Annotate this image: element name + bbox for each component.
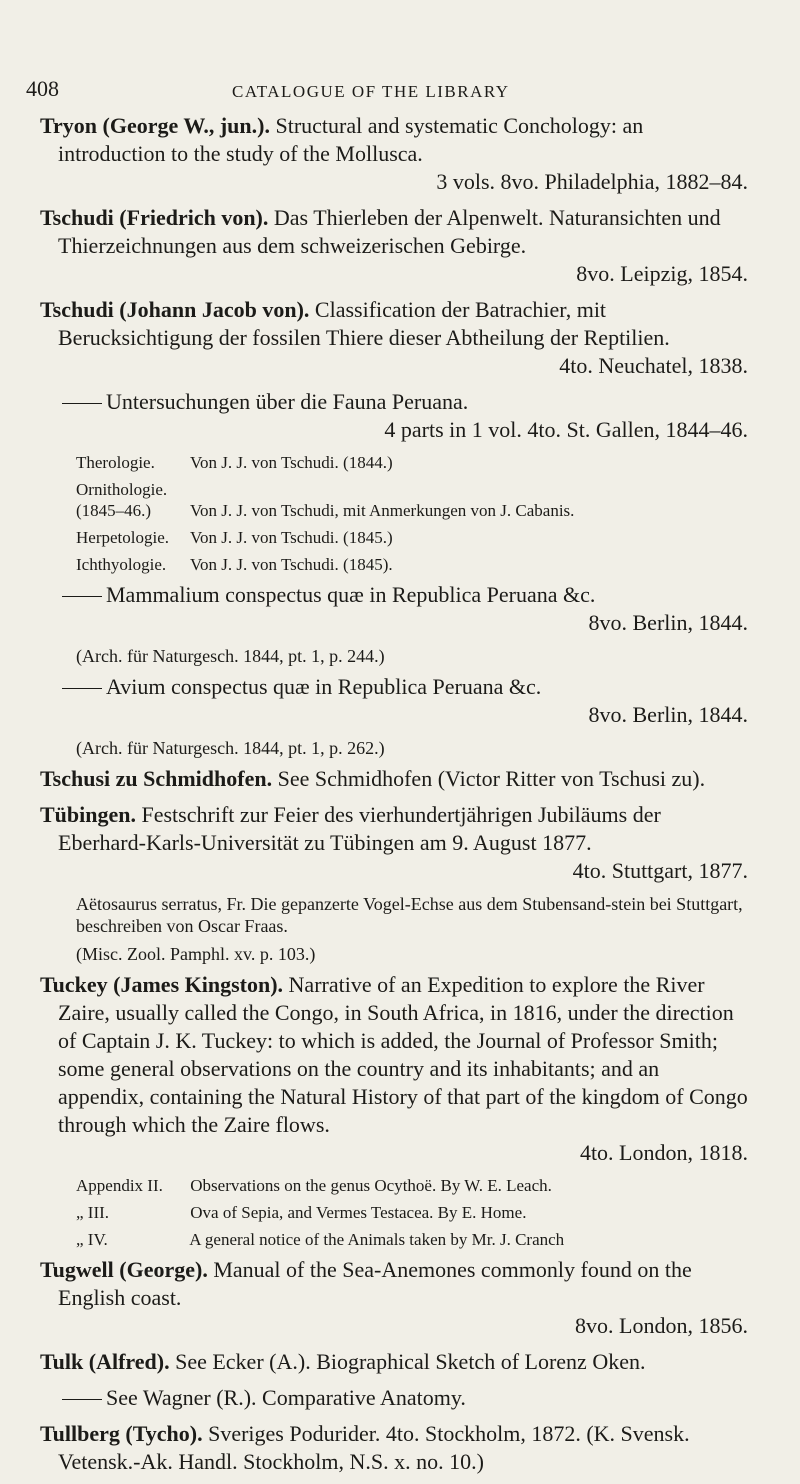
entry-text: Festschrift zur Feier des vierhundertjährigen Jubiläums der Eberhard-Karls-Universität zu Tübingen am 9. August 1877. <box>58 802 661 855</box>
entry-text: Classification der Batrachier, mit Berucksichtigung der fossilen Thiere dieser Abtheilung der Reptilien. <box>58 297 670 350</box>
sub-entry-label: Appendix II. <box>76 1176 163 1195</box>
ditto-dash <box>62 403 102 404</box>
catalogue-entry <box>40 971 748 1167</box>
sub-entry <box>40 1175 748 1196</box>
sub-entry-text: Ova of Sepia, and Vermes Testacea. By E. Home. <box>186 1203 527 1222</box>
sub-entry-text: Von J. J. von Tschudi, mit Anmerkungen von J. Cabanis. <box>186 501 575 520</box>
catalogue-entry <box>40 765 748 793</box>
sub-entry-label: Ornithologie. (1845–46.) <box>76 480 168 520</box>
sub-entry-label: „ IV. <box>76 1230 108 1249</box>
entry-imprint: 8vo. London, 1856. <box>575 1313 748 1338</box>
page-number: 408 <box>26 76 59 101</box>
entry-heading: Tuckey (James Kingston). <box>40 972 289 997</box>
entry-heading: Tulk (Alfred). <box>40 1349 176 1374</box>
sub-entry-text: Von J. J. von Tschudi. (1845). <box>186 555 393 574</box>
sub-entry-text: Von J. J. von Tschudi. (1845.) <box>186 528 393 547</box>
entry-text: See Wagner (R.). Comparative Anatomy. <box>106 1385 466 1410</box>
catalogue-entry <box>40 801 748 885</box>
catalogue-entry <box>40 112 748 196</box>
ditto-dash <box>62 596 102 597</box>
catalogue-entry <box>40 388 748 444</box>
sub-entry-text: Von J. J. von Tschudi. (1844.) <box>186 453 393 472</box>
sub-entry <box>40 527 748 548</box>
entry-imprint: 8vo. Leipzig, 1854. <box>576 261 748 286</box>
entry-text: Untersuchungen über die Fauna Peruana. <box>106 389 469 414</box>
entry-reference: (Misc. Zool. Pamphl. xv. p. 103.) <box>76 944 316 964</box>
ditto-dash <box>62 1399 102 1400</box>
entry-text: Structural and systematic Conchology: an introduction to the study of the Mollusca. <box>58 113 644 166</box>
catalogue-entry <box>40 296 748 380</box>
catalogue-entry <box>40 1256 748 1340</box>
entry-imprint: 8vo. Berlin, 1844. <box>588 702 748 727</box>
entry-text: Manual of the Sea-Anemones commonly found on the English coast. <box>58 1257 692 1310</box>
sub-entry-text: A general notice of the Animals taken by Mr. J. Cranch <box>186 1230 565 1249</box>
entry-text: Narrative of an Expedition to explore the River Zaire, usually called the Congo, in South Africa, in 1816, under the direction of Captain J. K. Tuckey: to which is added, the Journal of Professor Smith; some general observations on the country and its inhabitants; and an appendix, containing the Natural History of that part of the kingdom of Congo through which the Zaire flows. <box>58 972 748 1137</box>
entry-imprint: 4to. London, 1818. <box>579 1140 748 1165</box>
entry-heading: Tullberg (Tycho). <box>40 1421 209 1446</box>
entry-heading: Tschudi (Friedrich von). <box>40 205 274 230</box>
entry-heading: Tübingen. <box>40 802 142 827</box>
entry-imprint: 4 parts in 1 vol. 4to. St. Gallen, 1844–46. <box>384 417 748 442</box>
entry-note: Aëtosaurus serratus, Fr. Die gepanzerte Vogel-Echse aus dem Stubensand-stein bei Stuttgart, beschreiben von Oscar Fraas. <box>76 894 743 936</box>
entry-imprint: 8vo. Berlin, 1844. <box>588 610 748 635</box>
entries-list <box>40 112 748 1484</box>
sub-entry-label: Therologie. <box>76 453 155 472</box>
entry-text: Das Thierleben der Alpenwelt. Naturansichten und Thierzeichnungen aus dem schweizerischen Gebirge. <box>58 205 721 258</box>
entry-text: Mammalium conspectus quæ in Republica Peruana &c. <box>106 582 596 607</box>
entry-heading: Tugwell (George). <box>40 1257 214 1282</box>
entry-heading: Tschudi (Johann Jacob von). <box>40 297 315 322</box>
entry-text: Avium conspectus quæ in Republica Peruana &c. <box>106 674 542 699</box>
entry-imprint: 4to. Stuttgart, 1877. <box>572 858 748 883</box>
sub-entry <box>40 479 748 521</box>
sub-entry <box>40 1202 748 1223</box>
ditto-dash <box>62 688 102 689</box>
entry-heading: Tryon (George W., jun.). <box>40 113 276 138</box>
entry-imprint: 4to. Neuchatel, 1838. <box>559 353 748 378</box>
catalogue-entry <box>40 204 748 288</box>
sub-entry-label: Herpetologie. <box>76 528 169 547</box>
catalogue-entry <box>40 581 748 637</box>
running-head: CATALOGUE OF THE LIBRARY <box>232 82 510 101</box>
entry-reference: (Arch. für Naturgesch. 1844, pt. 1, p. 244.) <box>76 646 385 666</box>
sub-entry-label: Ichthyologie. <box>76 555 167 574</box>
entry-reference: (Arch. für Naturgesch. 1844, pt. 1, p. 262.) <box>76 738 385 758</box>
entry-text: Sveriges Podurider. 4to. Stockholm, 1872. (K. Svensk. Vetensk.-Ak. Handl. Stockholm, N.S. x. no. 10.) <box>58 1421 690 1474</box>
sub-entry <box>40 554 748 575</box>
sub-entry <box>40 1229 748 1250</box>
entry-text: See Ecker (A.). Biographical Sketch of Lorenz Oken. <box>175 1349 646 1374</box>
catalogue-entry <box>40 673 748 729</box>
sub-entry <box>40 452 748 473</box>
catalogue-entry <box>40 1348 748 1376</box>
catalogue-entry <box>40 1420 748 1476</box>
sub-entry-text: Observations on the genus Ocythoë. By W. E. Leach. <box>186 1176 552 1195</box>
entry-imprint: 3 vols. 8vo. Philadelphia, 1882–84. <box>436 169 748 194</box>
entry-heading: Tschusi zu Schmidhofen. <box>40 766 278 791</box>
sub-entry-label: „ III. <box>76 1203 110 1222</box>
entry-text: See Schmidhofen (Victor Ritter von Tschusi zu). <box>277 766 706 791</box>
catalogue-entry <box>40 1384 748 1412</box>
